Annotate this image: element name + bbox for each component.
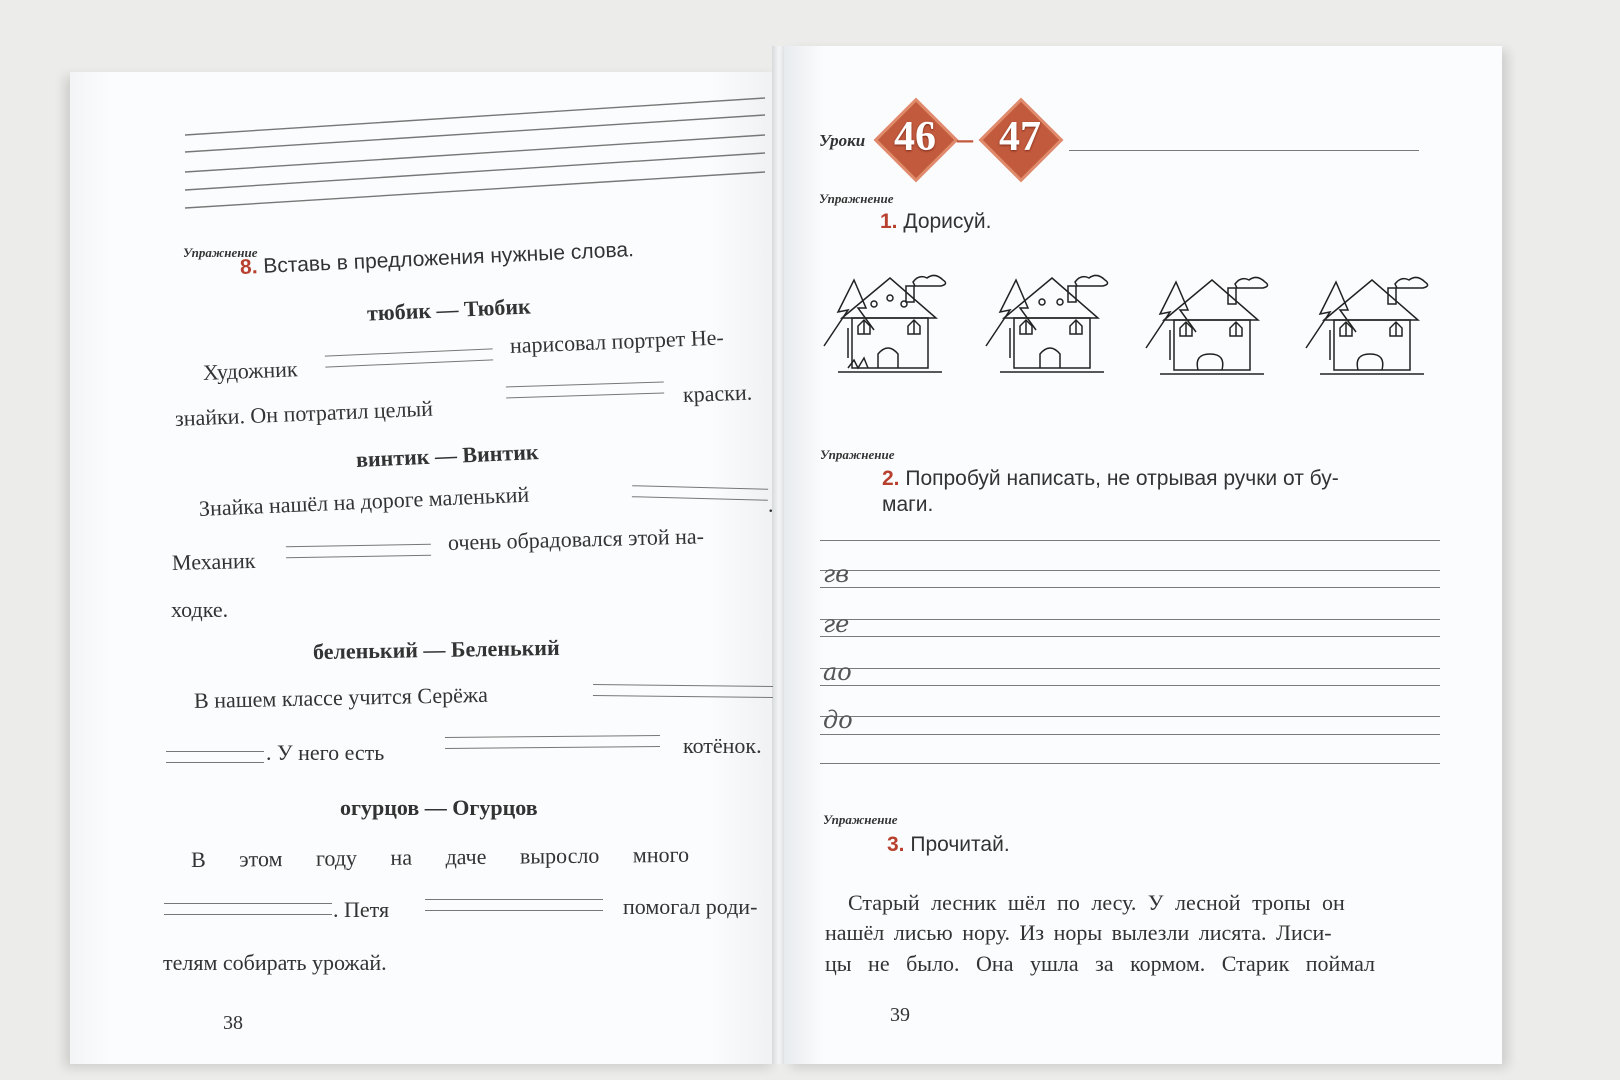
answer-blank[interactable] (445, 735, 660, 749)
copybook-line (820, 763, 1440, 764)
exercise-title: Прочитай. (910, 833, 1010, 856)
text-line: помогал роди- (623, 894, 758, 919)
exercise-label: Упражнение (183, 245, 258, 260)
page-number: 39 (890, 1004, 910, 1026)
lessons-label: Уроки (819, 131, 866, 150)
lesson-from: 46 (894, 114, 936, 160)
exercise-number: 8. (239, 255, 258, 279)
exercise-2-title (882, 467, 1339, 491)
exercise-label: Упражнение (819, 191, 894, 206)
house-drawing-3 (1140, 270, 1280, 388)
text-line: Художник (202, 356, 299, 385)
text-line: В этом году на даче выросло много (190, 841, 690, 872)
exercise-label: Упражнение (823, 812, 898, 827)
exercise-title: Вставь в предложения нужные слова. (262, 238, 635, 278)
text-line: . (768, 492, 774, 517)
text-line: нарисовал портрет Не- (509, 324, 725, 358)
copybook-line (820, 636, 1440, 637)
copybook-line (820, 619, 1440, 620)
pair-heading: тюбик — Тюбик (366, 293, 532, 326)
text-line: котёнок. (683, 733, 762, 758)
exercise-3-title (887, 833, 1010, 857)
text-line: телям собирать урожай. (163, 950, 387, 975)
answer-blank[interactable] (166, 751, 264, 763)
answer-blank[interactable] (593, 684, 773, 698)
copybook-line (820, 668, 1440, 669)
text-line: . У него есть (266, 740, 385, 765)
copybook-line (820, 540, 1440, 541)
lesson-to: 47 (999, 114, 1041, 160)
text-line: Механик (171, 547, 256, 575)
lesson-dash: – (957, 120, 973, 156)
copybook-sample: ге (823, 610, 850, 638)
exercise-title-continued: маги. (882, 493, 934, 516)
exercise-title: Дорисуй. (903, 210, 992, 233)
text-line: . Петя (333, 897, 390, 922)
copybook-line (820, 716, 1440, 717)
answer-blank[interactable] (425, 899, 603, 911)
text-line: ходке. (171, 597, 229, 622)
pair-heading: беленький — Беленький (312, 634, 560, 665)
copybook-sample: гв (823, 560, 850, 588)
house-drawing-1 (818, 268, 958, 386)
pair-heading: огурцов — Огурцов (340, 795, 538, 820)
exercise-number: 2. (882, 467, 900, 490)
exercise-1-title (880, 210, 991, 234)
exercise-number: 3. (887, 833, 905, 856)
reading-text-line: цы не было. Она ушла за кормом. Старик поймал (825, 951, 1376, 976)
exercise-label: Упражнение (820, 447, 895, 462)
answer-blank[interactable] (164, 903, 332, 915)
lesson-line (1069, 150, 1419, 151)
pair-heading: винтик — Винтик (355, 439, 540, 472)
exercise-number: 1. (880, 210, 898, 233)
writing-lines-top (180, 90, 770, 220)
page-number: 38 (223, 1012, 243, 1034)
copybook-line (820, 587, 1440, 588)
house-drawing-2 (980, 268, 1120, 386)
house-drawing-4 (1300, 270, 1440, 388)
text-line: Знайка нашёл на дороге маленький (198, 481, 530, 521)
reading-text-line: нашёл лисью нору. Из норы вылезли лисята. Лиси- (825, 920, 1332, 945)
copybook-sample: до (823, 706, 853, 734)
text-line: В нашем классе учится Серёжа (193, 681, 489, 713)
text-line: знайки. Он потратил целый (174, 395, 434, 431)
answer-blank[interactable] (286, 544, 431, 559)
text-line: очень обрадовался этой на- (447, 523, 705, 555)
copybook-line (820, 570, 1440, 571)
text-line: краски. (682, 379, 753, 407)
copybook-sample: ао (823, 658, 852, 686)
exercise-title: Попробуй написать, не отрывая ручки от бу- (905, 467, 1339, 490)
reading-text-line: Старый лесник шёл по лесу. У лесной тропы он (848, 890, 1345, 915)
copybook-line (820, 685, 1440, 686)
copybook-line (820, 734, 1440, 735)
